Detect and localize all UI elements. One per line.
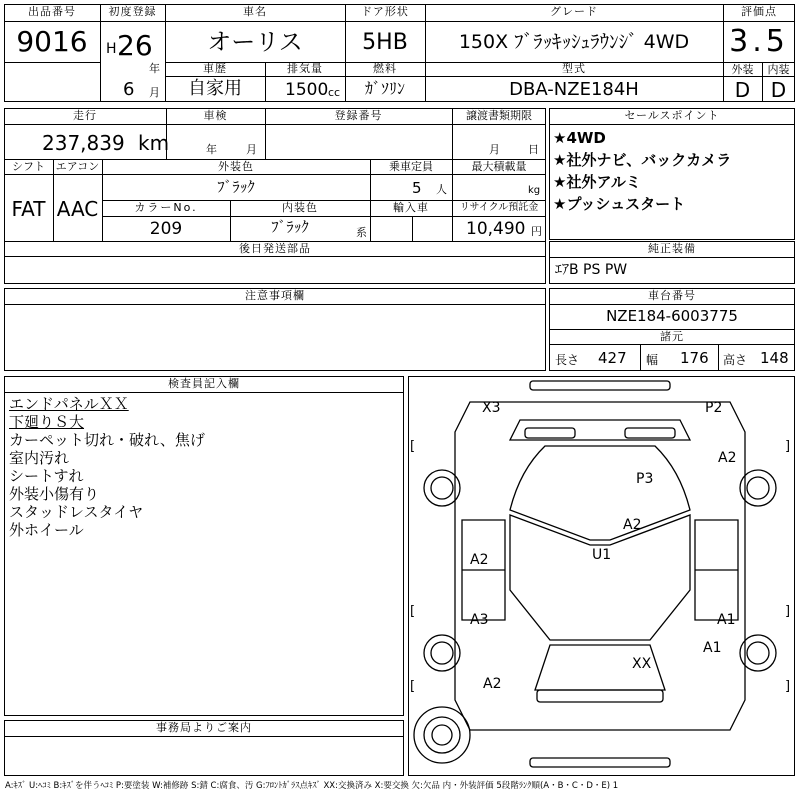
- interior-color: ﾌﾞﾗｯｸ: [271, 218, 309, 236]
- color-no: 209: [149, 219, 183, 239]
- width-value: 176: [680, 349, 709, 367]
- sales-point-item: ★プッシュスタート: [553, 195, 686, 213]
- capacity-value: 5: [412, 179, 422, 197]
- int-score: D: [770, 78, 787, 102]
- int-score-label: 内装: [767, 63, 790, 76]
- height-value: 148: [760, 349, 789, 367]
- chassis-number: NZE184-6003775: [606, 307, 738, 325]
- load-unit: kg: [528, 185, 541, 196]
- diagram-mark: A2: [483, 676, 502, 692]
- height-label: 高さ: [723, 353, 748, 367]
- office-label: 事務局よりご案内: [156, 721, 252, 734]
- recycle-unit: 円: [531, 225, 542, 238]
- lot-number: 9016: [16, 25, 88, 58]
- grade: 150X ﾌﾞﾗｯｷｯｼｭﾗｳﾝｼﾞ 4WD: [458, 31, 690, 53]
- length-value: 427: [598, 349, 627, 367]
- inspector-line: 下廻りＳ大: [9, 413, 85, 431]
- exterior-color: ﾌﾞﾗｯｸ: [217, 178, 255, 196]
- recycle-value: 10,490: [466, 219, 526, 239]
- history-label: 車歴: [203, 62, 227, 75]
- mileage-value: 237,839: [42, 131, 125, 155]
- diagram-mark: A2: [718, 450, 737, 466]
- history-value: 自家用: [188, 78, 242, 99]
- plate-label: 登録番号: [334, 109, 383, 122]
- inspection-month-unit: 月: [246, 143, 257, 156]
- car-name: オーリス: [207, 28, 303, 56]
- svg-text:]: ]: [785, 439, 791, 454]
- diagram-mark: P3: [636, 471, 654, 487]
- svg-text:]: ]: [785, 679, 791, 694]
- exterior-color-label: 外装色: [218, 160, 254, 173]
- mileage-label: 走行: [73, 109, 97, 122]
- later-parts-label: 後日発送部品: [239, 242, 311, 255]
- fuel-value: ｶﾞｿﾘﾝ: [364, 79, 405, 98]
- transfer-day-unit: 日: [528, 143, 539, 156]
- model-value: DBA-NZE184H: [509, 79, 639, 100]
- svg-text:]: ]: [785, 604, 791, 619]
- specs-label: 諸元: [660, 330, 684, 343]
- inspector-line: カーペット切れ・破れ、焦げ: [9, 431, 205, 449]
- import-label: 輸入車: [393, 201, 429, 214]
- transfer-month-unit: 月: [489, 143, 500, 156]
- reg-era: H: [106, 41, 117, 57]
- sales-points-label: セールスポイント: [624, 109, 720, 122]
- length-label: 長さ: [555, 353, 580, 367]
- inspection-year-unit: 年: [206, 143, 217, 156]
- model-label: 型式: [562, 62, 586, 75]
- door-label: ドア形状: [361, 5, 409, 18]
- lot-label: 出品番号: [28, 5, 76, 18]
- aircon-value: AAC: [56, 197, 99, 221]
- capacity-unit: 人: [436, 183, 447, 196]
- sales-point-item: ★4WD: [553, 129, 606, 147]
- diagram-mark: P2: [705, 400, 723, 416]
- legend: A:ｷｽﾞ U:ﾍｺﾐ B:ｷｽﾞを伴うﾍｺﾐ P:要塗装 W:補修跡 S:錆 C:腐食、汚 G:ﾌﾛﾝﾄｶﾞﾗｽ点ｷｽﾞ XX:交換済み X:要交換 欠:欠品 内・外装評価 5段階ﾗﾝｸ順(A・B・C・D・E) 1: [5, 781, 619, 791]
- score-label: 評価点: [741, 5, 777, 18]
- width-label: 幅: [646, 353, 659, 367]
- shift-value: FAT: [11, 197, 46, 221]
- reg-month: 6: [123, 79, 135, 100]
- reg-month-unit: 月: [149, 86, 160, 99]
- interior-color-label: 内装色: [282, 201, 318, 214]
- inspection-label: 車検: [203, 109, 228, 122]
- grade-label: グレード: [550, 5, 598, 18]
- inspector-line: 外ホイール: [9, 521, 84, 539]
- load-label: 最大積載量: [471, 160, 527, 173]
- inspector-line: 外装小傷有り: [9, 485, 100, 503]
- sales-point-item: ★社外ナビ、バックカメラ: [553, 151, 732, 169]
- diagram-mark: A1: [703, 640, 722, 656]
- inspector-line: シートすれ: [9, 467, 84, 485]
- displacement-value: 1500: [285, 80, 329, 100]
- diagram-mark: A1: [717, 612, 736, 628]
- notes-label: 注意事項欄: [245, 289, 305, 302]
- equipment-value: ｴｱB PS PW: [555, 262, 628, 278]
- chassis-label: 車台番号: [648, 289, 696, 302]
- equipment-label: 純正装備: [648, 242, 696, 255]
- sales-point-item: ★社外アルミ: [553, 173, 641, 191]
- diagram-mark: A3: [470, 612, 489, 628]
- color-no-label: カラーNo.: [134, 201, 198, 214]
- diagram-mark: A2: [470, 552, 489, 568]
- diagram-mark: X3: [482, 400, 501, 416]
- reg-label: 初度登録: [108, 5, 157, 18]
- diagram-mark: A2: [623, 517, 642, 533]
- shift-label: シフト: [12, 160, 45, 173]
- reg-year: 26: [117, 29, 153, 62]
- reg-year-unit: 年: [149, 62, 160, 75]
- score-value: 3.5: [729, 24, 789, 59]
- fuel-label: 燃料: [373, 62, 397, 75]
- diagram-mark: XX: [632, 656, 652, 672]
- inspector-label: 検査員記入欄: [168, 377, 240, 390]
- car-name-label: 車名: [243, 5, 267, 18]
- door-type: 5HB: [362, 30, 408, 55]
- svg-text:[: [: [410, 604, 416, 619]
- recycle-label: リサイクル預託金: [459, 202, 539, 213]
- transfer-label: 譲渡書類期限: [466, 109, 532, 122]
- inspector-line: スタッドレスタイヤ: [9, 503, 144, 521]
- svg-text:[: [: [410, 439, 416, 454]
- svg-text:[: [: [410, 679, 416, 694]
- inspector-line: エンドパネルＸＸ: [9, 395, 129, 413]
- interior-color-unit: 系: [356, 226, 367, 239]
- diagram-mark: U1: [592, 547, 612, 563]
- inspector-line: 室内汚れ: [9, 449, 70, 467]
- ext-score-label: 外装: [731, 63, 754, 76]
- capacity-label: 乗車定員: [389, 160, 433, 173]
- ext-score: D: [734, 78, 751, 102]
- mileage-unit: km: [138, 131, 170, 155]
- displacement-unit: cc: [328, 86, 341, 99]
- displacement-label: 排気量: [287, 62, 323, 75]
- aircon-label: エアコン: [55, 160, 100, 173]
